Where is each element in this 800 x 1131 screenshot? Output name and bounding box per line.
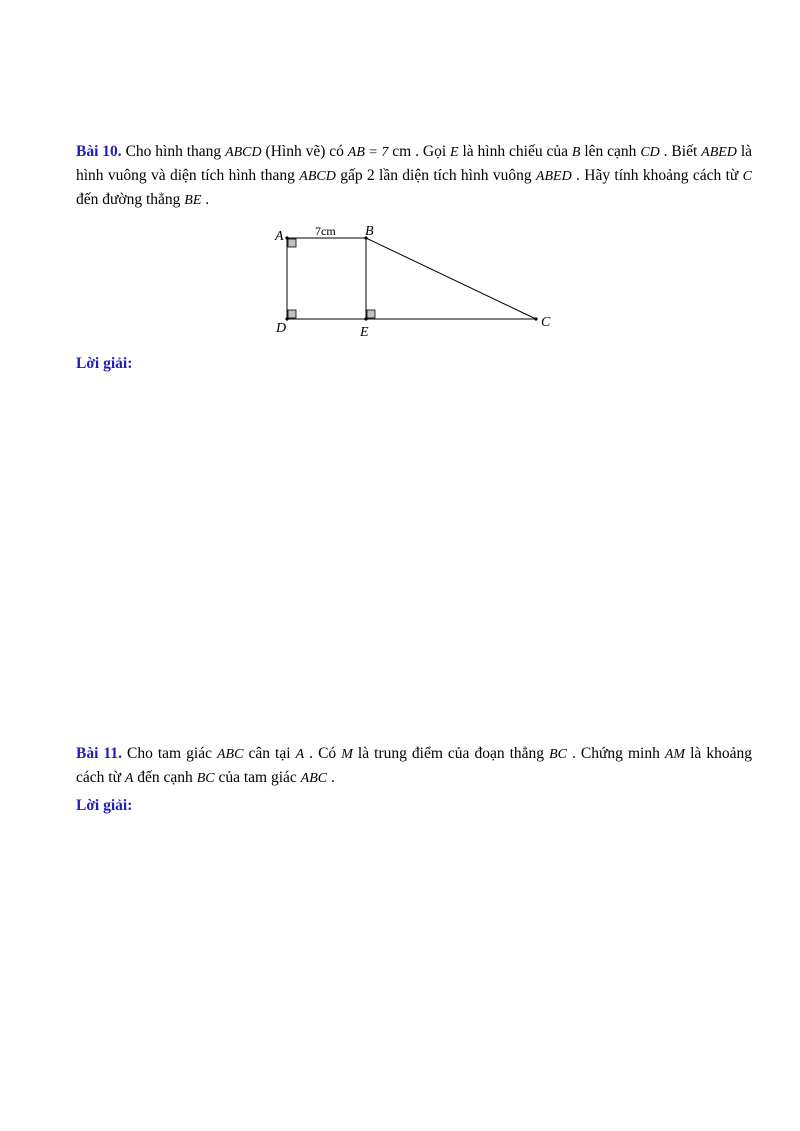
- right-angle-mark-d: [288, 310, 296, 318]
- math: AB = 7: [347, 145, 389, 160]
- text: là hình chiếu của: [458, 143, 572, 160]
- math: B: [571, 145, 581, 160]
- math: E: [450, 145, 459, 160]
- math: CD: [640, 145, 660, 160]
- label-e: E: [360, 325, 369, 340]
- text: . Có: [304, 745, 342, 762]
- math: ABC: [300, 771, 328, 786]
- text: lên cạnh: [580, 143, 641, 160]
- math: ABCD: [299, 169, 336, 184]
- point-c: [534, 317, 537, 320]
- text: (Hình vẽ) có: [261, 143, 348, 160]
- right-angle-mark-a: [288, 239, 296, 247]
- text: . Chứng minh: [566, 745, 665, 762]
- problem-10-label: Bài 10.: [76, 143, 122, 160]
- text: .: [201, 191, 210, 208]
- text: đến đường thẳng: [76, 191, 185, 208]
- label-c: C: [541, 315, 551, 330]
- solution-heading-11: Lời giải:: [76, 797, 133, 814]
- problem-10: [76, 140, 752, 212]
- text: đến cạnh: [133, 769, 197, 786]
- math: BC: [196, 771, 215, 786]
- problem-11-label: Bài 11.: [76, 745, 122, 762]
- math: M: [341, 747, 353, 762]
- text: .: [327, 769, 335, 786]
- text: của tam giác: [214, 769, 301, 786]
- label-b: B: [365, 224, 374, 239]
- trapezoid-figure: [260, 220, 560, 345]
- math: A: [124, 771, 134, 786]
- math: BE: [184, 193, 202, 208]
- math: ABC: [217, 747, 244, 762]
- label-d: D: [276, 321, 287, 336]
- point-e: [364, 317, 367, 320]
- segment-bc: [366, 238, 536, 319]
- text: Cho hình thang: [121, 143, 226, 160]
- math: BC: [549, 747, 567, 762]
- math: AM: [664, 747, 686, 762]
- text: gấp 2 lần diện tích hình vuông: [335, 167, 536, 184]
- text: . Hãy tính khoảng cách từ: [571, 167, 743, 184]
- text: là trung điểm của đoạn thẳng: [352, 745, 550, 762]
- text: Cho tam giác: [121, 745, 217, 762]
- math: A: [295, 747, 305, 762]
- label-side-ab: 7cm: [315, 224, 336, 238]
- right-angle-mark-e: [367, 310, 375, 318]
- text: cm . Gọi: [388, 143, 451, 160]
- math: ABED: [535, 169, 572, 184]
- text: là khoảng cách từ: [76, 745, 752, 786]
- math: ABED: [701, 145, 737, 160]
- math: ABCD: [225, 145, 262, 160]
- text: . Biết: [659, 143, 702, 160]
- solution-heading-10: Lời giải:: [76, 355, 133, 372]
- text: là hình vuông và diện tích hình thang: [76, 143, 752, 184]
- text: cân tại: [243, 745, 296, 762]
- problem-11: [76, 742, 752, 790]
- math: C: [742, 169, 752, 184]
- label-a: A: [275, 229, 284, 244]
- point-a: [285, 236, 288, 239]
